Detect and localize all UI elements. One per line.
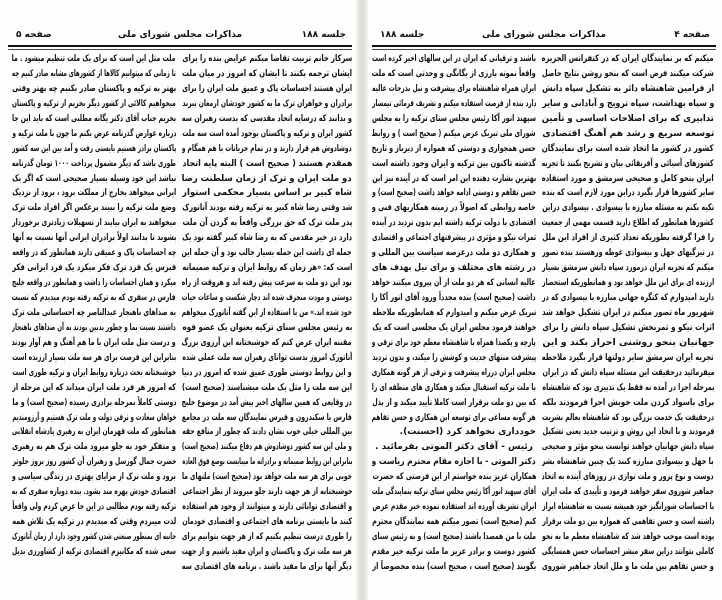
line-text: دوست و نوع پرور و ملت نوازی در روزهای آینده به اتحاد bbox=[542, 472, 714, 483]
header-rule bbox=[372, 45, 716, 47]
line-text: سپاه دانش جهانیان خواهند توانست بنحو مؤثر و صحیحی bbox=[542, 442, 714, 453]
line-text: در وقایعی که همین سالهای اخیر پیش آمد در موضوع خلیج bbox=[182, 397, 352, 408]
text-line bbox=[182, 470, 352, 485]
text-line bbox=[182, 261, 352, 276]
text-line bbox=[372, 470, 536, 485]
line-text: جهانیان بنحو روشنی احراز بکند و این bbox=[542, 337, 714, 348]
line-text: پارچه و یکصدا همراه با شاهنشاه معظم خود برای ترقی و bbox=[372, 337, 536, 348]
text-line bbox=[182, 411, 352, 426]
text-line bbox=[372, 142, 536, 157]
line-text: میکرد و همان احساسات را داشت و همانطور در واقعه خلیج bbox=[12, 278, 176, 289]
line-text: اقتصادی با دولت ترکیه داشته ایم بدون تردید در آینده bbox=[372, 218, 536, 229]
text-line bbox=[542, 276, 714, 291]
text-line bbox=[182, 500, 352, 515]
line-text: مقننه ایران عرض کنم که خوشبختانه این آرزوی بزرگ bbox=[182, 337, 352, 348]
line-text: خوبی برای هر سه ملت خواهد بود (صحیح است) ملتهای ما bbox=[182, 472, 352, 483]
line-text: همکاران عزیز بنده خواستم از این فرصتی که حضرت bbox=[372, 472, 536, 483]
text-line bbox=[542, 485, 714, 500]
line-text: ایران تشریف آورده اند استفاده نموده خیر مقدم عرض bbox=[372, 502, 536, 513]
text-line bbox=[182, 560, 352, 575]
text-line bbox=[542, 306, 714, 321]
line-text: خواهند فرمود مجلس ایران یک مجلسی است که یک bbox=[372, 322, 536, 333]
text-line bbox=[12, 321, 176, 336]
line-text: و اقتصادی توانائی دارند و میتوانند از وجود هم استفاده bbox=[182, 502, 352, 513]
line-text: رئیس - آقای دکتر الموتی بفرمائید . bbox=[375, 442, 533, 453]
text-line bbox=[372, 336, 536, 351]
line-text: داشتند نسبت بما و چطور بدبین بودند به آن صداهای ناهنجار bbox=[12, 322, 176, 333]
line-text: و همکاری دو ملت درعرصه سیاست بین المللی و bbox=[372, 248, 536, 259]
text-line bbox=[372, 82, 536, 97]
text-line bbox=[372, 52, 536, 67]
line-text: خاصه روابطی که اصولاً در زمینه همکاریهای فنی و bbox=[372, 203, 536, 214]
text-line bbox=[372, 216, 536, 231]
line-text: حسن تفاهم و دوستی ادامه خواهد داشت (صحیح است) و bbox=[372, 188, 536, 199]
line-text: بمرحله اجرا در آمده نه فقط یک تدبیری بود که شاهنشاه bbox=[542, 382, 714, 393]
line-text: کنند ما بایستی برنامه های اجتماعی و اقتصادی خودمان bbox=[182, 517, 352, 528]
line-text: در تیرگیهای جهل و بیسوادی غوطه ورهستند بنده تصور bbox=[542, 248, 714, 259]
text-line bbox=[372, 112, 536, 127]
line-text: فارس یا سکندرون و قبرس نمایندگان سه ملت در مجامع bbox=[182, 412, 352, 423]
text-line bbox=[372, 500, 536, 515]
text-line bbox=[12, 291, 176, 306]
text-line bbox=[12, 172, 176, 187]
line-text: تجربه ایران سرمشق سایر دولتها قرار بگیرد ملاحظه bbox=[542, 352, 714, 363]
line-text: شد وقتی رضا شاه کبیر به ترکیه رفته بودند آتاتورک bbox=[182, 203, 352, 214]
text-line bbox=[12, 97, 176, 112]
line-text: ایشان ترجمه بکنند تا ایشان که امروز در میان ملت bbox=[182, 68, 352, 79]
text-line bbox=[12, 515, 176, 530]
line-text: خوشبختانه از هر جهت دارند جلو میروند از نظر اجتماعی bbox=[182, 487, 352, 498]
text-line bbox=[542, 396, 714, 411]
text-line bbox=[542, 366, 714, 381]
running-title: مذاکرات مجلس شورای ملی bbox=[481, 30, 607, 40]
text-line bbox=[542, 545, 714, 560]
session-number: جلسه ۱۸۸ bbox=[301, 30, 346, 40]
text-line bbox=[12, 276, 176, 291]
text-line bbox=[12, 425, 176, 440]
text-line bbox=[372, 515, 536, 530]
line-text: دو ملت ایران و ترک از زمان سلطنت رضا bbox=[182, 173, 352, 184]
line-text: پیشرفت منتهای جدیت و کوشش را میکند، و بدون تردید bbox=[372, 352, 536, 363]
line-text: بود این دو ملت به سرعت پیش رفته اند و هروقت از راه bbox=[182, 278, 352, 289]
line-text: بهترین بشارت دهنده این امر است که در آینده نیز این bbox=[372, 173, 536, 184]
text-line bbox=[372, 396, 536, 411]
line-text: بهتر به ترکیه و پاکستان صادر بکنیم چه بهتر وقتی bbox=[12, 83, 176, 94]
line-text: بنابراین این فرصت برای هر سه ملت بسیار ارزنده است bbox=[12, 352, 176, 363]
text-line bbox=[182, 231, 352, 246]
text-line bbox=[182, 306, 352, 321]
running-title: مذاکرات مجلس شورای ملی bbox=[117, 30, 243, 40]
text-line bbox=[542, 67, 714, 82]
line-text: جمله ای داشت این جمله بسیار جالب بود و آن جمله این bbox=[182, 248, 352, 259]
line-text: شرکت میکنند فرض است که بنحو روشن نتایج حاصل bbox=[542, 68, 714, 79]
line-text: همقدم هستند ( صحیح است ) البته پایه اتحاد bbox=[182, 158, 352, 169]
text-line bbox=[372, 425, 536, 440]
text-line bbox=[182, 321, 352, 336]
text-line bbox=[542, 186, 714, 201]
line-text: فارس در سفری که به ترکیه رفته بودم میدیدم که نسبت bbox=[12, 293, 176, 303]
line-text: میکنم که بر نمایندگان ایران که در کنفرانس الجزیره bbox=[542, 54, 714, 64]
text-line bbox=[372, 276, 536, 291]
text-line bbox=[542, 157, 714, 172]
line-text: ایران همراه شاهنشاه برای پیشرفت و نیل بدرجات عالیه bbox=[372, 83, 536, 94]
text-line bbox=[542, 440, 714, 455]
line-text: کاملی بتوانند دراین سفر مبشر احساسات حسن همسایگی bbox=[542, 546, 714, 557]
line-text: دوستی و مودت منحرف شده اند دچار شکست و ساعات حیات bbox=[182, 293, 352, 303]
line-text: به صداهای ناهنجار عبدالناصر چه احساساتی ملت ترک bbox=[12, 307, 176, 318]
text-line bbox=[372, 201, 536, 216]
text-line bbox=[182, 142, 352, 157]
text-line bbox=[182, 112, 352, 127]
line-text: بخریم جناب آقای دکتر یگانه مطلبی است که باید این جا bbox=[12, 113, 176, 124]
text-line bbox=[182, 336, 352, 351]
text-line bbox=[182, 172, 352, 187]
text-line bbox=[542, 127, 714, 142]
line-text: کشور دوست و برادر عزیز ما ملت ترکیه خیر مقدم bbox=[372, 546, 536, 557]
text-line bbox=[542, 261, 714, 276]
line-text: طوری باشد که دیگر مشمول پرداخت ۱۰۰۰ تومان گذرنامه bbox=[12, 158, 176, 169]
text-line bbox=[372, 157, 536, 172]
line-text: ترکیه رفته بودم مطالبی در این جا عرض کردم ولی واقعاً bbox=[12, 502, 176, 513]
line-text: دارد در خیر مقدمی که به رضا شاه کبیر گفته بود یک bbox=[182, 233, 352, 244]
line-text: در رشته های مختلف و برای نیل بهدف های bbox=[372, 263, 536, 274]
text-line bbox=[542, 291, 714, 306]
text-line bbox=[12, 52, 176, 67]
line-text: که بین دو ملت برقرار است کاملا تأیید میکند و از بذل bbox=[372, 397, 536, 408]
text-line bbox=[542, 530, 714, 545]
session-number: جلسه ۱۸۸ bbox=[380, 30, 425, 40]
text-line bbox=[12, 366, 176, 381]
text-line bbox=[542, 351, 714, 366]
line-text: خواهان سعادت و ترقی دولت و ملت ترک هستیم و آرزومندیم bbox=[12, 412, 176, 423]
text-line bbox=[542, 82, 714, 97]
line-text: از فرامین شاهنشاه دائر به تشکیل سپاه دانش bbox=[542, 83, 714, 94]
text-line bbox=[372, 381, 536, 396]
text-line bbox=[372, 291, 536, 306]
text-line bbox=[12, 186, 176, 201]
line-text: لذت میبردم وقتی که میدیدم در ترکیه یک تلاش همه bbox=[12, 517, 176, 528]
line-text: فرمودند و با اتخاذ این روش و ترتیب جدید یعنی تشکیل bbox=[542, 427, 714, 438]
line-text: قبرس یک فرد ترک فکر میکرد یک فرد ایرانی فکر bbox=[12, 263, 176, 274]
line-text: ملت مثل این است که برای یک ملت تنظیم میشود . ما bbox=[12, 54, 176, 64]
text-line bbox=[12, 261, 176, 276]
text-line bbox=[372, 306, 536, 321]
text-line bbox=[182, 216, 352, 231]
line-text: کشور ایران و ترکیه و پاکستان بوجود آمده است سه ملت bbox=[182, 128, 352, 139]
page-number: صفحه ۵ bbox=[16, 30, 52, 40]
line-text: برای باسواد کردن ملت خویش اجرا فرمودند بلکه bbox=[542, 397, 714, 408]
line-text: چه احساسات پاک و عمیقی دارند همانطور که در واقعه bbox=[12, 248, 176, 259]
line-text: آتاتورک امروز بدست توانای رهبران سه ملت عملی شده bbox=[182, 352, 352, 363]
line-text: و متفکر خود به جلو میرود ملت ترک هم به رهبری bbox=[12, 442, 176, 453]
text-line bbox=[372, 485, 536, 500]
text-line bbox=[182, 485, 352, 500]
line-text: دوشادوش هم قرار دارند و در تمام جریانات با هم همگام و bbox=[182, 143, 352, 154]
text-line bbox=[372, 366, 536, 381]
line-text: این سه ملت را مثل یک ملت میشناسند (صحیح است) bbox=[182, 382, 352, 393]
text-line bbox=[542, 112, 714, 127]
line-text: اقتصادی خودش بهره مند بشود. بنده دوباره سفری که به bbox=[12, 487, 176, 498]
text-line bbox=[12, 351, 176, 366]
text-line bbox=[372, 261, 536, 276]
text-line bbox=[182, 440, 352, 455]
line-text: تبریک عرض میکنم و امیدوارم که همانطوریکه ملاحظه bbox=[372, 307, 536, 318]
text-line bbox=[542, 500, 714, 515]
line-text: با جهل و بیسوادی مبارزه کنند یک چنین شاهنشاه بشر bbox=[542, 457, 714, 468]
text-line bbox=[12, 157, 176, 172]
line-text: سرکار خانم تربیت تقاضا میکنم عرایض بنده را برای bbox=[182, 54, 352, 64]
line-text: هر سه ملت ترک و پاکستان و ایران مفید باشیم و از جهت bbox=[182, 546, 352, 557]
line-text: اثرات نیکو و ثمربخش تشکیل سپاه دانش را برای bbox=[542, 322, 714, 333]
text-line bbox=[12, 396, 176, 411]
line-text: سعی شده که مکانیزم اقتصادی ترکیه از کشاورزی بدیل bbox=[12, 546, 176, 557]
text-line bbox=[542, 142, 714, 157]
line-text: وضع ملت ترکیه را ببیند برعکس اگر افراد ملت ترک bbox=[12, 203, 176, 214]
text-line bbox=[182, 291, 352, 306]
text-line bbox=[372, 172, 536, 187]
line-text: درباره عوارض گذرنامه عرض بکنم ما چون با ملت ترکیه و bbox=[12, 128, 176, 139]
line-text: تدابیری که برای اصلاحات اساسی و تأمین bbox=[542, 113, 714, 124]
text-line bbox=[542, 231, 714, 246]
text-line bbox=[12, 411, 176, 426]
line-text: سایر کشورها قرار بگیرد دراین مورد لازم است که بنده bbox=[542, 188, 714, 199]
line-text: همانطور که ملت قهرمان ایران به رهبری پادشاه انقلابی bbox=[12, 427, 176, 438]
line-text: دارید امیدوارم که کنگره جهانی مبارزه با بیسوادی که در bbox=[542, 293, 714, 303]
text-line bbox=[182, 82, 352, 97]
line-text: ثمرات نیکو و مؤثری در پیشرفتهای اجتماعی و اقتصادی bbox=[372, 233, 536, 244]
line-text: شورای ملی تبریک عرض میکنم ( صحیح است ) و روابط bbox=[372, 128, 536, 139]
line-text: خود شده اند.» من با استفاده از این گفته آتاتورک میخواهم bbox=[182, 307, 352, 318]
line-text: بوده است موجب خواهد شد که شاهنشاه معظم ما به نحو bbox=[542, 532, 714, 542]
line-text: و بدانند که درسایه اتحاد مقدسی که بدست رهبران سه bbox=[182, 113, 352, 124]
line-text: ملت با من همصدا باشند (صحیح است) و به رئیس سنای bbox=[372, 532, 536, 542]
text-line bbox=[372, 351, 536, 366]
text-line bbox=[542, 52, 714, 67]
text-line bbox=[182, 381, 352, 396]
text-line bbox=[12, 440, 176, 455]
line-text: تا زمانی که میتوانیم کالاها از کشورهای مشابه صادر کنیم چه bbox=[12, 68, 176, 79]
text-line bbox=[542, 470, 714, 485]
line-text: بشوند تا بدانند اولاً برادران ایرانی آنها نسبت به آنها bbox=[12, 233, 176, 244]
line-text: عالیه انسانی که هر دو ملت از آن پیروی میکنند خواهد bbox=[372, 278, 536, 289]
text-line bbox=[12, 306, 176, 321]
line-text: توسعه سریع و رشد هم آهنگ اقتصادی bbox=[542, 128, 714, 139]
text-line bbox=[542, 97, 714, 112]
page-number: صفحه ۴ bbox=[674, 30, 710, 40]
text-line bbox=[12, 500, 176, 515]
line-text: بنابراین این روابط صمیمانه و برادرانه ما میبایست بوضع فوق العاده bbox=[182, 457, 352, 468]
line-text: باشند و ترقیاتی که ایران در این سالهای اخیر کرده است bbox=[372, 54, 536, 64]
line-text: دیگر آنها برای ما مفید باشند . برنامه های اقتصادی سه bbox=[182, 561, 352, 572]
text-line bbox=[12, 142, 176, 157]
text-line bbox=[542, 172, 714, 187]
line-text: را طوری درست تنظیم بکنیم که از هر جهت بتوانیم برای bbox=[182, 532, 352, 542]
line-text: ایرانی میخواهد بخارج از مملکت برود ، برود از نزدیک bbox=[12, 188, 176, 199]
text-line bbox=[372, 440, 536, 455]
header-rule bbox=[8, 45, 352, 47]
line-text: آقای سپهبد انور آکا رئیس مجلس سنای ترکیه بنمایندگی ملت bbox=[372, 487, 536, 498]
text-line bbox=[182, 97, 352, 112]
line-text: داشت (صحیح است) بنده مجدداً ورود آقای انور آکا را bbox=[372, 293, 536, 303]
line-text: و این روابط دوستی طوری عمیق شده که امروز در دنیا bbox=[182, 367, 352, 378]
text-line bbox=[542, 216, 714, 231]
line-text: کشورهای آسیائی و آفریقائی بیان و تشریح بکنند تا تجربه bbox=[542, 158, 714, 169]
text-line bbox=[12, 530, 176, 545]
text-line bbox=[12, 216, 176, 231]
line-text: نباشد این خود وسیله بسیار صحیحی است که اگر یک bbox=[12, 173, 176, 184]
line-text: دکتر الموتی - با اجازه مقام محترم ریاست و bbox=[372, 457, 536, 468]
line-text: پاکستان برادر هستیم بایستی رفت و آمد بین این سه کشور bbox=[12, 143, 176, 154]
text-line bbox=[12, 485, 176, 500]
line-text: میکنم که تجربه ایران درمورد سپاه دانش سرمشق بسیار bbox=[542, 263, 714, 274]
text-line bbox=[372, 67, 536, 82]
line-text: ایران هستند احساسات پاک و عمیق ملت ایران را برای bbox=[182, 83, 352, 94]
text-line bbox=[12, 82, 176, 97]
text-line bbox=[182, 425, 352, 440]
line-text: دارد بنده از فرصت استفاده میکنم و تشریف فرمائی تیمسار bbox=[372, 98, 536, 109]
text-line bbox=[542, 411, 714, 426]
line-text: مجلس ایران درراه پیشرفت و ترقی از هر گونه همکاری bbox=[372, 367, 536, 378]
page-header bbox=[10, 30, 350, 44]
right-page bbox=[364, 0, 722, 600]
line-text: میخواهیم کالائی از کشور دیگر بخریم از ترکیه و پاکستان bbox=[12, 98, 176, 109]
text-line bbox=[372, 186, 536, 201]
text-line bbox=[12, 231, 176, 246]
text-line bbox=[372, 530, 536, 545]
line-text: حضرت جمال گورسل و رهبران آن کشور روز بروز جلوتر bbox=[12, 457, 176, 468]
line-text: هر گونه مساعی برای توسعه این همکاری و حسن تفاهم bbox=[372, 412, 536, 423]
text-line bbox=[542, 560, 714, 575]
text-line bbox=[542, 201, 714, 216]
text-line bbox=[182, 52, 352, 67]
line-text: بین المللی خیلی خوب نشان دادند که چطور از منافع حقه bbox=[182, 427, 352, 438]
text-line bbox=[12, 201, 176, 216]
line-text: حسن همجواری و دوستی که همواره از دیرباز و تاریخ bbox=[372, 143, 536, 154]
line-text: و حسن تفاهم بین ملت ما و ملل اتحاد جماهیر شوروی bbox=[542, 561, 714, 572]
text-column-right bbox=[542, 52, 714, 575]
text-line bbox=[182, 515, 352, 530]
line-text: شاه کبیر بر اساس بسیار محکمی استوار bbox=[182, 188, 352, 199]
text-line bbox=[182, 455, 352, 470]
line-text: خوشبختانه بحث درباره روابط ایران و ترکیه طوری است bbox=[12, 367, 176, 378]
line-text: را فرا گرفته بطوریکه تعداد کثیری از افراد این ملل bbox=[542, 233, 714, 244]
line-text: داشته است و حسن تفاهمی که همواره بین دو ملت برقرار bbox=[542, 517, 714, 528]
text-line bbox=[12, 470, 176, 485]
text-line bbox=[182, 351, 352, 366]
text-line bbox=[542, 321, 714, 336]
left-page bbox=[0, 0, 358, 600]
text-line bbox=[12, 246, 176, 261]
text-line bbox=[12, 381, 176, 396]
line-text: درحقیقت یک خدمت بزرگی بود که شاهنشاه بعالم بشریت bbox=[542, 412, 714, 423]
line-text: پدر ملت ترک که حق بزرگی واقعاً به گردن آن ملت bbox=[182, 218, 352, 229]
line-text: جانبه ای بمنظور صنعتی شدن کشور وجود دارد از زمان آتاتورک bbox=[12, 532, 176, 542]
line-text: ارزنده ای برای این ملل خواهد بود و همانطوریکه استحضار bbox=[542, 278, 714, 289]
text-line bbox=[182, 396, 352, 411]
line-text: جماهیر شوروی سفر خواهند فرمود و تأییدی که ملت ایران bbox=[542, 487, 714, 498]
text-line bbox=[372, 411, 536, 426]
text-column-left bbox=[12, 52, 176, 560]
text-line bbox=[182, 276, 352, 291]
line-text: به رئیس مجلس سنای ترکیه بعنوان یک عضو قوه bbox=[182, 322, 352, 333]
text-line bbox=[182, 530, 352, 545]
text-line bbox=[12, 112, 176, 127]
line-text: که امروز هر فرد ملت ایران میداند که این مرحله از bbox=[12, 382, 176, 393]
line-text: کشورها همانطور که اطلاع دارید قسمت مهمی از جمعیت bbox=[542, 218, 714, 229]
text-line bbox=[372, 97, 536, 112]
text-line bbox=[12, 336, 176, 351]
line-text: تکیه بکنم به مسئله مبارزه با بیسوادی . بیسوادی دراین bbox=[542, 203, 714, 214]
line-text: شهریور ماه تصور میکنم در ایران تشکیل خواهد شد bbox=[542, 307, 714, 318]
page-header bbox=[374, 30, 714, 44]
line-text: واقعاً نمونه بارزی از یگانگی و وحدتی است که ملت bbox=[372, 68, 536, 79]
text-line bbox=[372, 545, 536, 560]
text-line bbox=[372, 246, 536, 261]
text-line bbox=[372, 321, 536, 336]
line-text: ایران بنحو کامل و صحیحی سرمشق و مورد استفاده bbox=[542, 173, 714, 184]
text-line bbox=[12, 545, 176, 560]
line-text: کشور در کشور ما اتخاذ شده است برای نمایندگان bbox=[542, 143, 714, 154]
text-line bbox=[372, 455, 536, 470]
text-line bbox=[182, 127, 352, 142]
text-line bbox=[372, 127, 536, 142]
text-line bbox=[182, 157, 352, 172]
text-line bbox=[12, 127, 176, 142]
line-text: و ملی این سه کشور دوشادوش هم دفاع میکنند (صحیح است) bbox=[182, 442, 352, 453]
text-line bbox=[542, 336, 714, 351]
line-text: با احساسات شورانگیز خود همیشه نسبت به شاهنشاه ابراز bbox=[542, 502, 714, 513]
text-line bbox=[542, 246, 714, 261]
text-line bbox=[542, 425, 714, 440]
line-text: میخواهند به ایران بیایند از تسهیلات زیادتری برخوردار bbox=[12, 218, 176, 229]
text-line bbox=[542, 381, 714, 396]
line-text: بگویند (صحیح است ، صحیح است) بنده مخصوصاً از bbox=[372, 561, 536, 572]
text-line bbox=[182, 67, 352, 82]
line-text: گذشته تاکنون بین ترکیه و ایران وجود داشته است bbox=[372, 158, 536, 169]
text-line bbox=[182, 186, 352, 201]
text-column-right bbox=[182, 52, 352, 575]
text-line bbox=[372, 231, 536, 246]
text-line bbox=[542, 515, 714, 530]
text-line bbox=[182, 366, 352, 381]
line-text: برادران و خواهران ترک ما به کشور خودشان ارمغان ببرند bbox=[182, 98, 352, 109]
line-text: با ملت ترکیه استقبال میکند و همکاری های منطقه ای را bbox=[372, 382, 536, 393]
text-line bbox=[12, 67, 176, 82]
line-text: و درست مثل ملت ایران با ما هم آهنگ و هم آواز بودند bbox=[12, 337, 176, 348]
line-text: خودداری نخواهد کرد (احسنت). bbox=[399, 427, 536, 438]
text-line bbox=[182, 201, 352, 216]
line-text: سپهبد انور آکا رئیس مجلس سنای ترکیه را به مجلس bbox=[372, 113, 536, 124]
text-line bbox=[182, 545, 352, 560]
line-text: برود و ملت ترک از مزایای بهتری در زندگی سیاسی و bbox=[12, 472, 176, 483]
text-line bbox=[182, 246, 352, 261]
text-line bbox=[542, 455, 714, 470]
line-text: است که: «هر زمان که روابط ایران و ترکیه صمیمانه bbox=[182, 263, 352, 274]
line-text: میفرمائید درحقیقت این مسئله سپاه دانش که در ایران bbox=[542, 367, 714, 378]
text-column-left bbox=[372, 52, 536, 575]
line-text: دوستی کاملاً بمرحله برادری رسیده (صحیح است) و ما bbox=[12, 397, 176, 408]
line-text: و سپاه بهداشت، سپاه ترویج و آبادانی و سایر bbox=[542, 98, 714, 109]
text-line bbox=[12, 455, 176, 470]
text-line bbox=[372, 560, 536, 575]
line-text: کنم (صحیح است) تصور میکنم همه نمایندگان محترم bbox=[372, 517, 536, 528]
